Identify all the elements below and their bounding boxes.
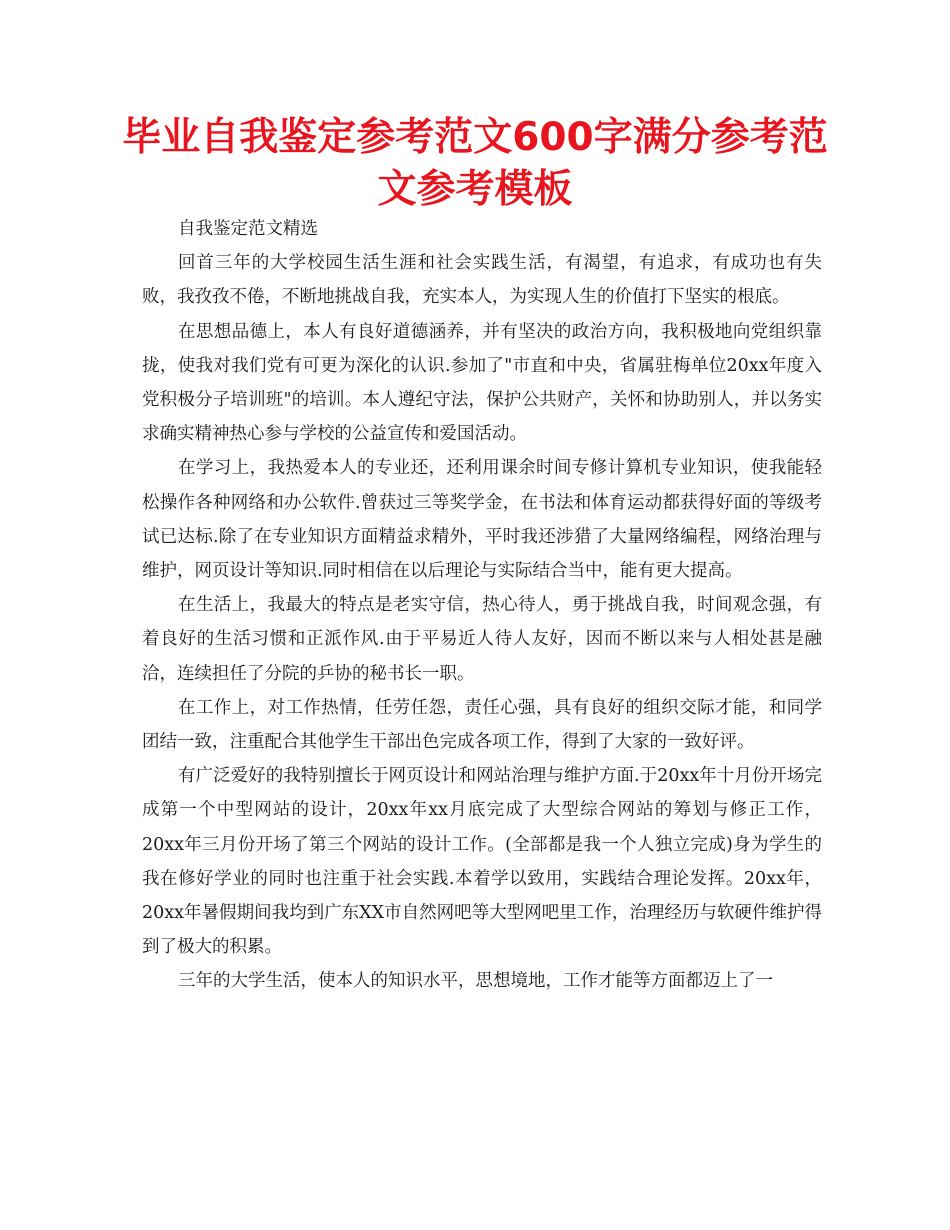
paragraph-subtitle: 自我鉴定范文精选 xyxy=(178,219,318,239)
document-title: 毕业自我鉴定参考范文600字满分参考范文参考模板 xyxy=(122,115,828,212)
paragraph: 三年的大学生活，使本人的知识水平，思想境地，工作才能等方面都迈上了一 xyxy=(178,971,773,992)
document-body xyxy=(142,212,822,999)
paragraph: 回首三年的大学校园生活生涯和社会实践生活，有渴望，有追求，有成功也有失败，我孜孜不倦，不断地挑战自我，充实本人，为实现人生的价值打下坚实的根底。 xyxy=(142,253,822,308)
paragraph: 有广泛爱好的我特别擅长于网页设计和网站治理与维护方面.于20xx年十月份开场完成第一个中型网站的设计，20xx年xx月底完成了大型综合网站的筹划与修正工作，20xx年三月份开场了第三个网站的设计工作。(全部都是我一个人独立完成)身为学生的我在修好学业的同时也注重于社会实践.本着学以致用，实践结合理论发挥。20xx年，20xx年暑假期间我均到广东XX市自然网吧等大型网吧里工作，治理经历与软硬件维护得到了极大的积累。 xyxy=(142,766,822,958)
paragraph: 在生活上，我最大的特点是老实守信，热心待人，勇于挑战自我，时间观念强，有着良好的生活习惯和正派作风.由于平易近人待人友好，因而不断以来与人相处甚是融洽，连续担任了分院的乒协的秘书长一职。 xyxy=(142,595,822,684)
paragraph: 在思想品德上，本人有良好道德涵养，并有坚决的政治方向，我积极地向党组织靠拢，使我对我们党有可更为深化的认识.参加了"市直和中央，省属驻梅单位20xx年度入党积极分子培训班"的培训。本人遵纪守法，保护公共财产，关怀和协助别人，并以务实求确实精神热心参与学校的公益宣传和爱国活动。 xyxy=(142,321,822,445)
paragraph: 在学习上，我热爱本人的专业还，还利用课余时间专修计算机专业知识，使我能轻松操作各种网络和办公软件.曾获过三等奖学金，在书法和体育运动都获得好面的等级考试已达标.除了在专业知识方面精益求精外，平时我还涉猎了大量网络编程，网络治理与维护，网页设计等知识.同时相信在以后理论与实际结合当中，能有更大提高。 xyxy=(142,458,822,582)
paragraph: 在工作上，对工作热情，任劳任怨，责任心强，具有良好的组织交际才能，和同学团结一致，注重配合其他学生干部出色完成各项工作，得到了大家的一致好评。 xyxy=(142,697,822,753)
